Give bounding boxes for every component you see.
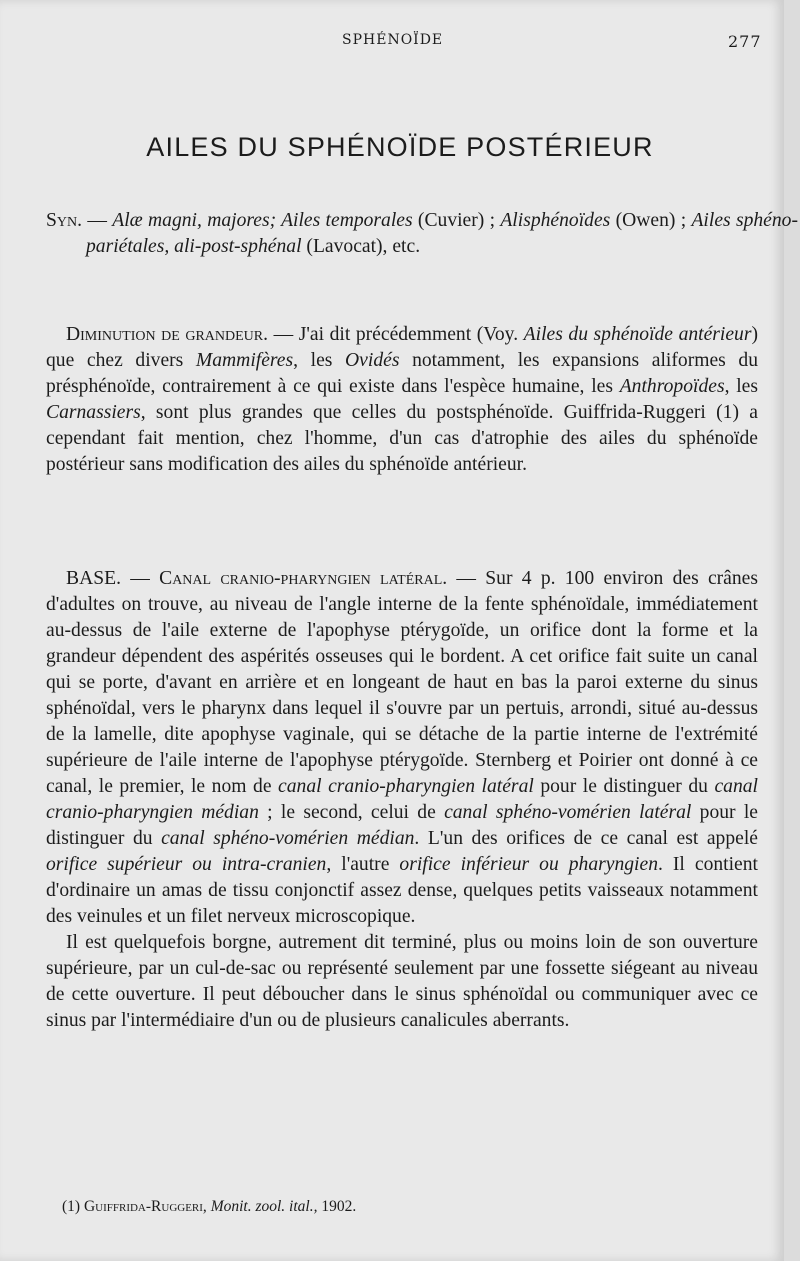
- dim-text-11: , sont plus grandes que celles du postsphénoïde. Guiffrida-Ruggeri (1) a cependant fait mention, chez l'homme, d'un cas d'atrophie des ailes du sphénoïde postérieur sans modification des ailes du sphénoïde antérieur.: [46, 402, 758, 475]
- diminution-heading: Diminution de grandeur.: [66, 324, 269, 345]
- dim-text-2: Ailes du sphénoïde antérieur: [523, 324, 752, 345]
- footnote-author: Guiffrida-Ruggeri,: [83, 1198, 207, 1215]
- base-text-6: canal sphéno-vomérien latéral: [444, 802, 692, 823]
- dim-text-7: notamment, les expansions aliformes du présphénoïde, contrairement à ce qui existe dans l'espèce humaine, les: [46, 350, 758, 397]
- base-text-4: canal cranio-pharyngien médian: [46, 776, 758, 823]
- dim-text-5: , les: [293, 350, 346, 371]
- base-text-13: . Il contient d'ordinaire un amas de tissu conjonctif assez dense, quelques petits vaisseaux notamment des veinules et un filet nerveux microscopique.: [46, 854, 758, 927]
- base-paragraph-1: [46, 566, 758, 930]
- base-label: BASE.: [66, 568, 121, 589]
- dim-text-3: ) que chez divers: [46, 324, 759, 371]
- footnote: [62, 1198, 762, 1216]
- page-number: 277: [728, 32, 762, 51]
- dim-text-1: — J'ai dit précédemment (Voy.: [268, 324, 524, 345]
- syn-text-1: Alæ magni, majores; Ailes temporales: [112, 210, 413, 231]
- base-dash: —: [120, 568, 160, 589]
- base-text-7: pour le distinguer du: [46, 802, 758, 849]
- base-text-2: canal cranio-pharyngien latéral: [278, 776, 534, 797]
- base-text-9: . L'un des orifices de ce canal est appelé: [414, 828, 758, 849]
- base-heading: Canal cranio-pharyngien latéral.: [159, 568, 448, 589]
- dim-text-9: , les: [724, 376, 758, 397]
- footnote-year: 1902.: [317, 1198, 357, 1215]
- running-title: SPHÉNOÏDE: [342, 32, 444, 48]
- syn-label: Syn.: [46, 210, 83, 231]
- synonyms-paragraph: [46, 208, 798, 260]
- base-text-10: orifice supérieur ou intra-cranien: [46, 854, 327, 875]
- dim-text-10: Carnassiers: [46, 402, 141, 423]
- section-title: AILES DU SPHÉNOÏDE POSTÉRIEUR: [146, 132, 654, 162]
- base-text-5: ; le second, celui de: [258, 802, 445, 823]
- footnote-number: (1): [62, 1198, 84, 1215]
- base-paragraph-2: Il est quelquefois borgne, autrement dit terminé, plus ou moins loin de son ouverture supérieure, par un cul-de-sac ou représenté seulement par une fossette siégeant au niveau de cette ouverture. Il peut déboucher dans le sinus sphénoïdal ou communiquer avec ce sinus par l'intermédiaire d'un ou de plusieurs canalicules aberrants.: [46, 932, 758, 1031]
- base-section: [46, 566, 758, 1034]
- dim-text-4: Mammifères: [195, 350, 294, 371]
- base-text-12: orifice inférieur ou pharyngien: [399, 854, 658, 875]
- diminution-paragraph: [46, 322, 758, 478]
- dim-text-6: Ovidés: [345, 350, 400, 371]
- base-text-11: , l'autre: [326, 854, 400, 875]
- syn-text-5: Ailes sphéno-pariétales, ali-post-sphénal: [86, 210, 798, 257]
- base-text-1: — Sur 4 p. 100 environ des crânes d'adultes on trouve, au niveau de l'angle interne de la fente sphénoïdale, immédiatement au-dessus de l'aile externe de l'apophyse ptérygoïde, un orifice dont la forme et la grandeur dépendent des aspérités osseuses qui le bordent. A cet orifice fait suite un canal qui se porte, d'avant en arrière et en longeant de haut en bas la paroi externe du sinus sphénoïdal, vers le pharynx dans lequel il s'ouvre par un pertuis, arrondi, situé au-dessus de la lamelle, dite apophyse vaginale, qui se détache de la partie interne de l'extrémité supérieure de l'aile interne de l'apophyse ptérygoïde. Sternberg et Poirier ont donné à ce canal, le premier, le nom de: [46, 568, 758, 797]
- footnote-journal: Monit. zool. ital.,: [206, 1198, 318, 1215]
- syn-dash: —: [82, 210, 113, 231]
- base-text-3: pour le distinguer du: [533, 776, 715, 797]
- base-text-8: canal sphéno-vomérien médian: [161, 828, 415, 849]
- syn-text-3: Alisphénoïdes: [500, 210, 611, 231]
- syn-text-4: (Owen) ;: [610, 210, 692, 231]
- dim-text-8: Anthropoïdes: [619, 376, 725, 397]
- syn-text-6: (Lavocat), etc.: [301, 236, 421, 257]
- syn-text-2: (Cuvier) ;: [412, 210, 501, 231]
